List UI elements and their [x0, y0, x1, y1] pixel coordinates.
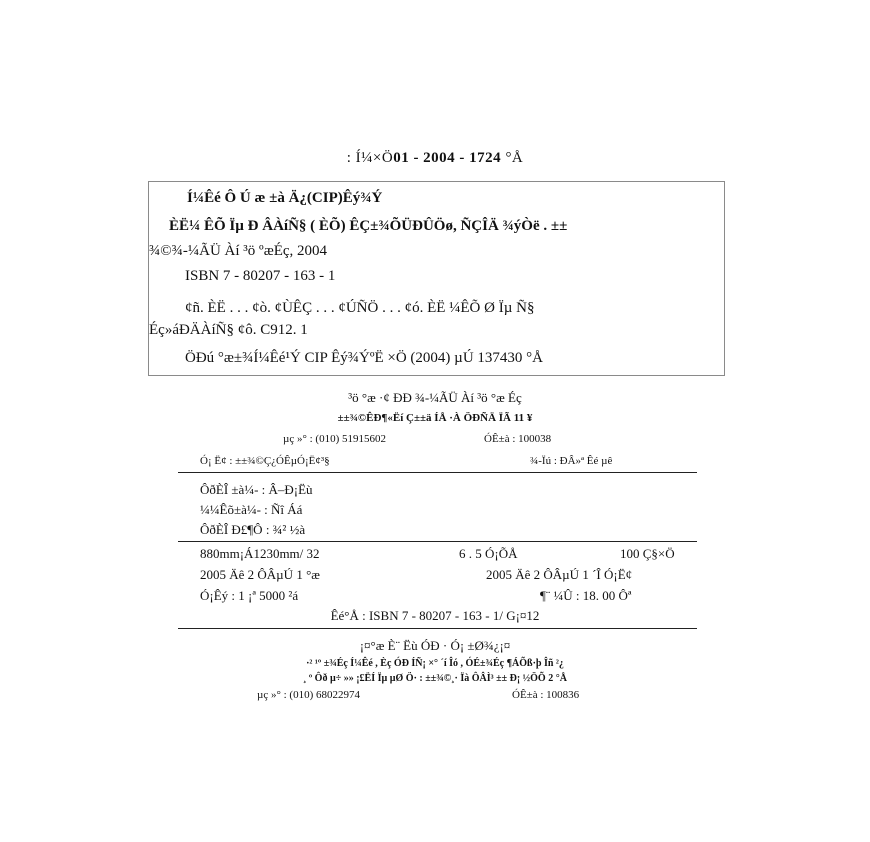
cip-line-4: ¢ñ. ÈË . . . ¢ò. ¢ÙÊÇ . . . ¢ÚÑÖ . . . ¢ó. ÈË ¼ÊÕ Ø Ïµ Ñ§: [185, 300, 535, 316]
footer-phone: µç »° : (010) 68022974: [257, 689, 361, 701]
cip-line-2: ¾©¾-¼ÃÜ Àí ³ö ºæÉç, 2004: [149, 243, 328, 259]
service-line-1: ·² ¹º ±¾Éç Í¼Êé , Èç ÓÐ ÍÑ¡ ×° ´í Îó , ÓÉ±¾Éç ¶ÁÕß·þ Îñ ²¿: [306, 658, 564, 669]
printing: 2005 Äê 2 ÔÂµÚ 1 ´Î Ó¡Ë¢: [486, 567, 633, 582]
publisher-address: ±±¾©ÊÐ¶«Ëí Ç±±ä ÍÅ ·À ÖÐÑÄ ÏÃ 11 ¥: [337, 412, 533, 424]
divider-1: [178, 472, 697, 473]
cip-line-5: Éç»áÐÄÀíÑ§ ¢ô. C912. 1: [149, 322, 308, 338]
printer: Ó¡ Ë¢ : ±±¾©Ç¿ÓÊµÓ¡Ë¢³§: [200, 455, 330, 467]
copyright-notice: ¡¤°æ È¨ Ëù ÓÐ · Ó¡ ±Ø¾¿¡¤: [359, 638, 511, 653]
divider-2: [178, 541, 697, 542]
book-number-line: [0, 150, 870, 167]
cip-line-6: ÖÐú °æ±¾Í¼Êé¹Ý CIP Êý¾ÝºË ×Ö (2004) µÚ 137430 °Å: [185, 350, 543, 366]
price: ¶¨ ¼Û : 18. 00 Ôª: [540, 588, 632, 603]
print-run: Ó¡Êý : 1 ¡ª 5000 ²á: [200, 588, 299, 603]
char-count: 100 Ç§×Ö: [620, 546, 675, 561]
sheets: 6 . 5 Ó¡ÕÅ: [459, 546, 518, 561]
proofreader: ÔðÈÎ Ð£¶Ô : ¾² ½à: [200, 522, 306, 537]
edition: 2005 Äê 2 ÔÂµÚ 1 °æ: [200, 567, 320, 582]
technical-editor: ¼¼Êõ±à¼- : Ñî Áá: [200, 502, 303, 517]
book-isbn: Êé°Å : ISBN 7 - 80207 - 163 - 1/ G¡¤12: [330, 608, 540, 623]
footer-postal: ÓÊ±à : 100836: [512, 689, 580, 701]
publisher-postal: ÓÊ±à : 100038: [484, 433, 552, 445]
cip-isbn: ISBN 7 - 80207 - 163 - 1: [185, 268, 336, 284]
publisher-phone: µç »° : (010) 51915602: [283, 433, 387, 445]
publisher-name: ³ö °æ ·¢ ÐÐ ¾-¼ÃÜ Àí ³ö °æ Éç: [348, 390, 522, 405]
book-number: 01 - 2004 - 1724: [393, 150, 502, 166]
distributor: ¾-Ïú : ÐÂ»ª Êé µê: [530, 455, 613, 467]
service-line-2: ¸ º Ôð µ÷ »» ¡£ËÍ Ïµ µØ Ö· : ±±¾©¸· Ïà ÔÂÌ³ ±± Ð¡ ½ÖÕ 2 °Å: [303, 673, 567, 684]
book-number-suffix: °Å: [505, 150, 524, 166]
cip-line-1: ÈË¼ ÊÕ Ïµ Ð ÂÀíÑ§ ( ÈÕ) ÊÇ±¾ÕÜÐÛÖø, ÑÇÎÄ ¾ýÒë . ±±: [169, 218, 568, 234]
book-number-prefix: : Í¼×Ö: [346, 150, 394, 166]
format: 880mm¡Á1230mm/ 32: [200, 546, 320, 561]
responsible-editor: ÔðÈÎ ±à¼- : Â–Ð¡Ëù: [200, 482, 313, 497]
divider-3: [178, 628, 697, 629]
cip-title: Í¼Êé Ô Ú æ ±à Ä¿(CIP)Êý¾Ý: [187, 190, 383, 206]
cip-data-box: [148, 181, 725, 376]
